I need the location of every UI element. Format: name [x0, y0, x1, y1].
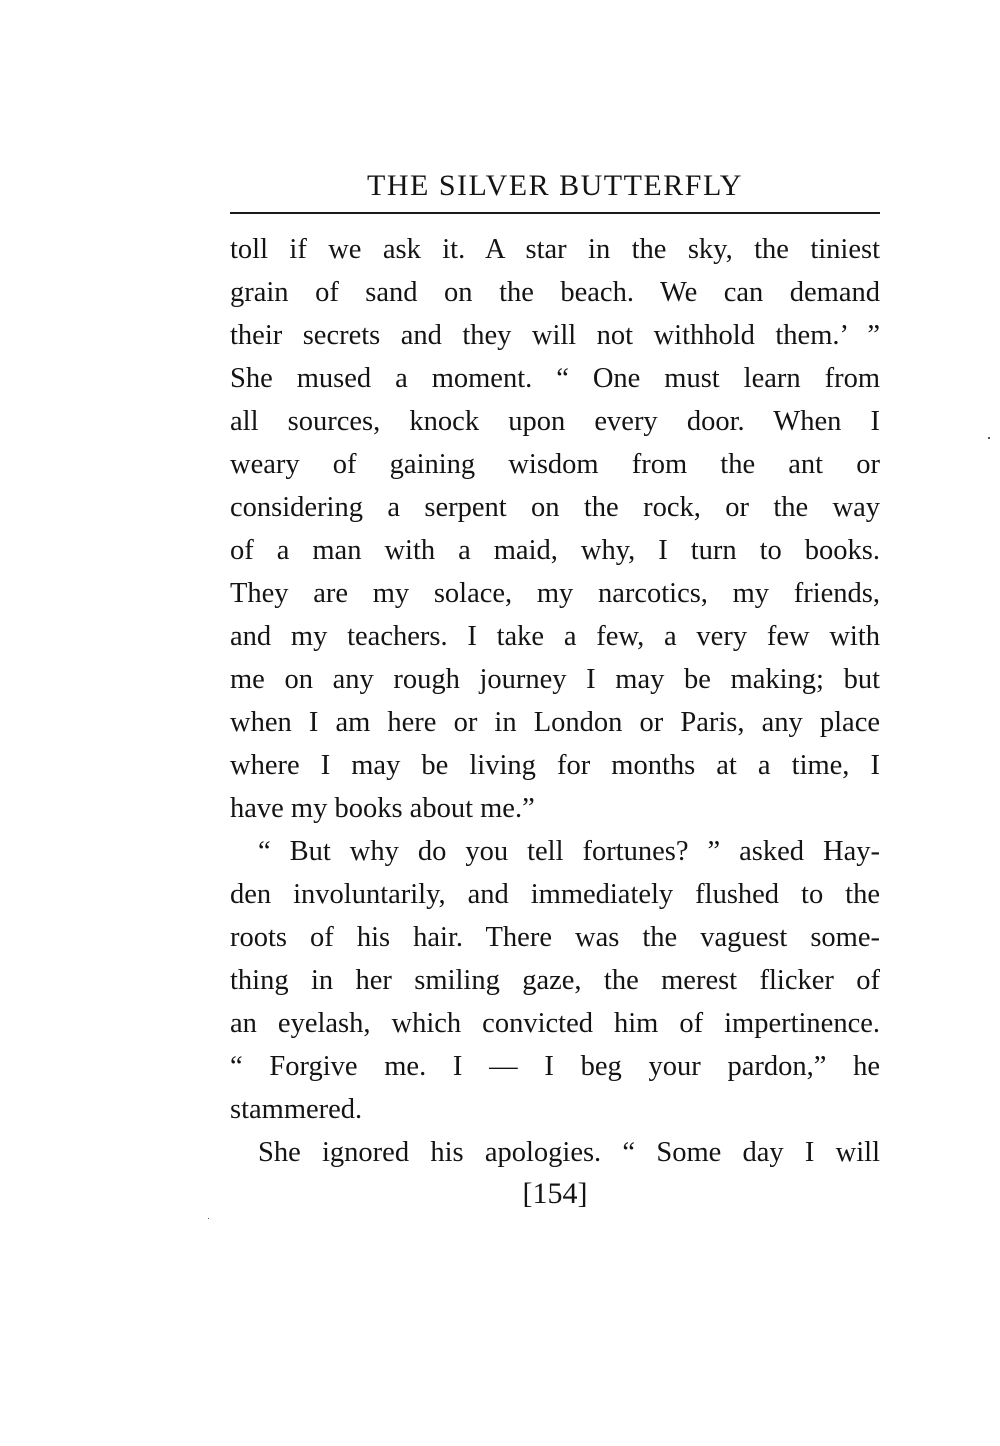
body-text	[230, 228, 880, 1174]
text-line: all sources, knock upon every door. When I	[230, 406, 880, 437]
text-line: have my books about me.”	[230, 793, 535, 824]
text-line: “ Forgive me. I — I beg your pardon,” he	[230, 1051, 880, 1082]
text-line: They are my solace, my narcotics, my friends,	[230, 578, 880, 609]
text-line: considering a serpent on the rock, or the way	[230, 492, 880, 523]
text-line: their secrets and they will not withhold them.’ ”	[230, 320, 880, 351]
page-number: [154]	[522, 1177, 588, 1210]
text-line: and my teachers. I take a few, a very few with	[230, 621, 880, 652]
text-line: where I may be living for months at a time, I	[230, 750, 880, 781]
text-line: “ But why do you tell fortunes? ” asked Hay-	[258, 836, 880, 867]
text-line: den involuntarily, and immediately flushed to the	[230, 879, 880, 910]
text-line: She ignored his apologies. “ Some day I will	[258, 1137, 880, 1168]
text-line: an eyelash, which convicted him of impertinence.	[230, 1008, 880, 1039]
text-line: me on any rough journey I may be making; but	[230, 664, 880, 695]
text-line: when I am here or in London or Paris, any place	[230, 707, 880, 738]
header-rule	[230, 212, 880, 214]
scan-speck	[208, 1218, 209, 1219]
text-line: stammered.	[230, 1094, 363, 1125]
text-line: grain of sand on the beach. We can demand	[230, 277, 880, 308]
running-head: THE SILVER BUTTERFLY	[367, 169, 743, 202]
text-line: toll if we ask it. A star in the sky, the tiniest	[230, 234, 880, 265]
text-line: roots of his hair. There was the vaguest some-	[230, 922, 880, 953]
scan-speck	[988, 437, 990, 439]
text-line: She mused a moment. “ One must learn from	[230, 363, 880, 394]
text-line: of a man with a maid, why, I turn to books.	[230, 535, 880, 566]
text-line: thing in her smiling gaze, the merest flicker of	[230, 965, 880, 996]
text-line: weary of gaining wisdom from the ant or	[230, 449, 880, 480]
